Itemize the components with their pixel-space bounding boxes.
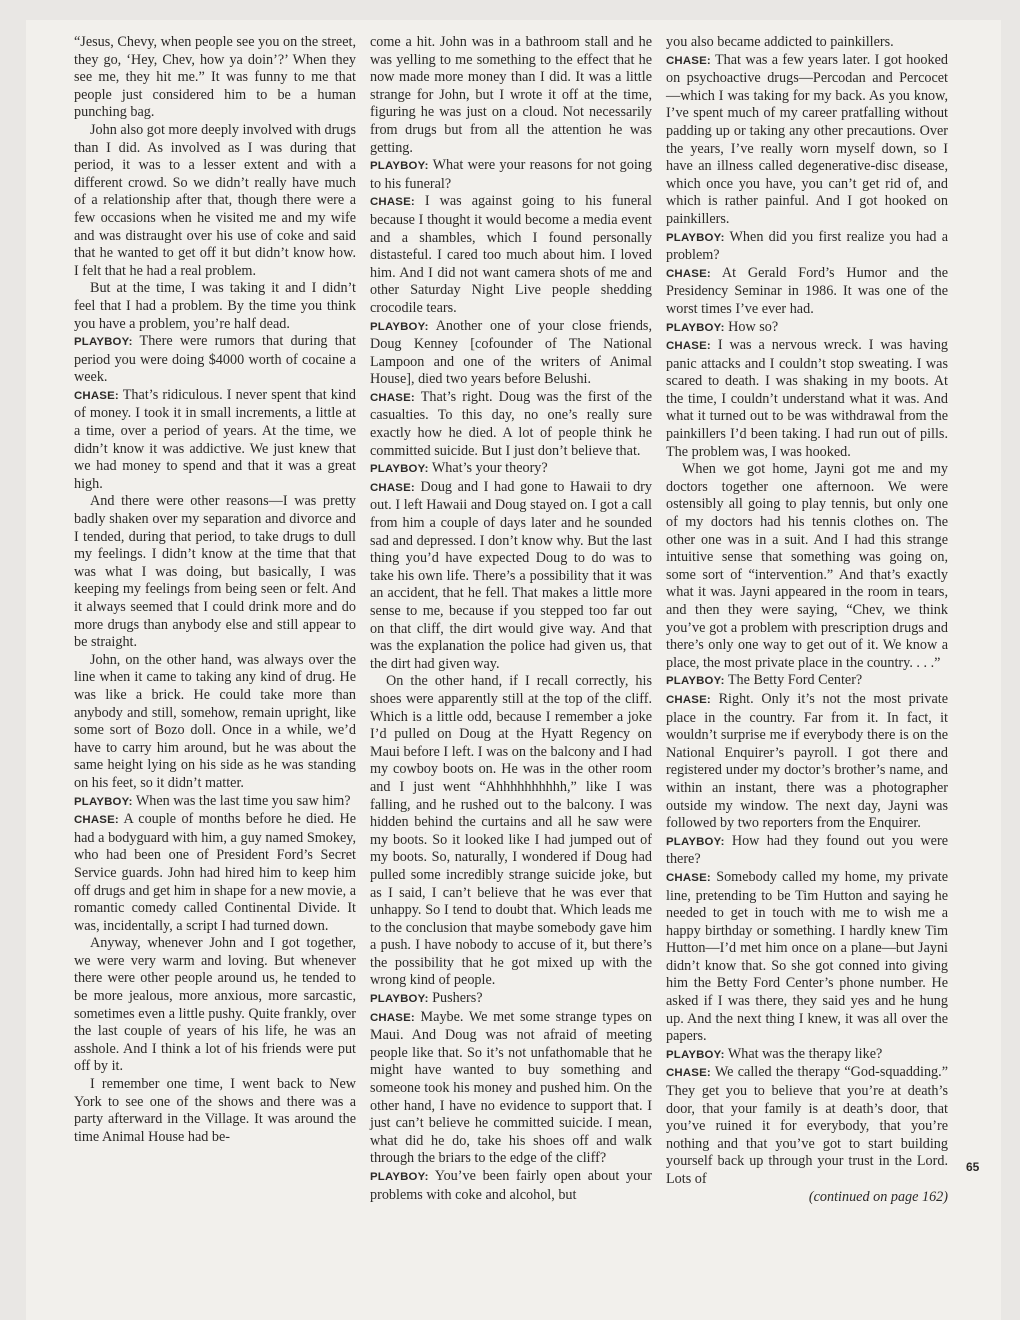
speaker-label: CHASE: — [666, 340, 711, 353]
dialogue-paragraph — [74, 387, 356, 494]
paragraph-text: A couple of months before he died. He had a bodyguard with him, a guy named Smokey, who had been one of President Ford’s Secret Service guards. John had hired him to keep him off drugs and get him in shape for a new movie, a romantic comedy called Continental Divide. It was, incidentally, a script I had turned down. — [74, 811, 356, 934]
speaker-label: CHASE: — [370, 391, 415, 404]
text-column-3 — [666, 34, 948, 1206]
paragraph-text: I was against going to his funeral because I thought it would become a media event and a shambles, which I found personally distasteful. I cared too much about him. I loved him. And I did not want camera shots of me and other Saturday Night Live people shedding crocodile tears. — [370, 193, 653, 316]
magazine-page — [26, 20, 1001, 1320]
speaker-label: CHASE: — [370, 1011, 415, 1024]
paragraph-text: On the other hand, if I recall correctly, his shoes were apparently still at the top of the cliff. Which is a little odd, because I remember a joke I’d pulled on Doug at the Hyatt Regency on Maui before I left. I was on the balcony and I had my cowboy boots on. He was in the other room and I just went “Ahhhhhhhhhh,” like I was falling, and he rushed out to the balcony. I was hidden behind the curtains and all he saw were my boots. So it looked like I had jumped out of my boots. So, naturally, I wondered if Doug had pulled some incredibly strange suicide joke, but as I said, I can’t believe that he was ever that unhappy. So I tend to doubt that. Which leads me to the conclusion that maybe somebody gave him a push. I have nobody to accuse of it, but there’s the possibility that he got mixed up with the wrong kind of people. — [370, 673, 652, 989]
speaker-label: CHASE: — [666, 1067, 711, 1080]
body-paragraph — [74, 935, 356, 1076]
dialogue-paragraph — [74, 811, 356, 935]
paragraph-text: When we got home, Jayni got me and my doctors together one afternoon. We were ostensibly all going to play tennis, but only one of my doctors had his tennis clothes on. The other one was in a suit. And I had this strange intuitive sense that something was going on, some sort of “intervention.” And that’s exactly what it was. Jayni appeared in the room in tears, and then they were saying, “Chev, we think you’ve got a problem with prescription drugs and there’s only one way to get out of it. We know a place, the most private place in the country. . . .” — [666, 461, 948, 671]
paragraph-text: Anyway, whenever John and I got together, we were very warm and loving. But whenever there were other people around us, he tended to be more jealous, more anxious, more sarcastic, sometimes even a little pushy. Quite frankly, over the last couple of years of his life, he was an asshole. And I think a lot of his friends were put off by it. — [74, 935, 356, 1075]
paragraph-text: John also got more deeply involved with drugs than I did. As involved as I was during that period, it was to a lesser extent and with a different crowd. So we didn’t really have much of a relationship after that, though there were a few occasions when he visited me and my wife and was distraught over his use of coke and said that he wanted to get off it but didn’t know how. I felt that he had a real problem. — [74, 121, 356, 279]
dialogue-paragraph — [370, 157, 652, 193]
dialogue-paragraph — [74, 333, 356, 387]
paragraph-text: We called the therapy “God-squadding.” They get you to believe that you’re at death’s door, that your family is at death’s door, that you’ve ruined it for everybody, that you’re nothing and that you’ve got to start building yourself back up through your trust in the Lord. Lots of — [666, 1064, 948, 1187]
dialogue-paragraph — [666, 337, 948, 461]
speaker-label: CHASE: — [666, 871, 711, 884]
speaker-label: CHASE: — [666, 54, 711, 67]
dialogue-paragraph — [666, 833, 948, 869]
paragraph-text: There were rumors that during that period you were doing $4000 worth of cocaine a week. — [74, 333, 356, 386]
speaker-label: PLAYBOY: — [74, 795, 133, 808]
paragraph-text: At Gerald Ford’s Humor and the Presidency Seminar in 1986. It was one of the worst times I’ve ever had. — [666, 264, 948, 317]
speaker-label: CHASE: — [370, 481, 415, 494]
dialogue-paragraph — [370, 460, 652, 479]
dialogue-paragraph — [370, 389, 652, 460]
speaker-label: PLAYBOY: — [666, 231, 725, 244]
speaker-label: PLAYBOY: — [666, 1048, 725, 1061]
dialogue-paragraph — [370, 318, 652, 389]
body-paragraph — [666, 461, 948, 672]
dialogue-paragraph — [666, 52, 948, 229]
paragraph-text: I was a nervous wreck. I was having panic attacks and I couldn’t stop sweating. I was scared to death. I was shaking in my boots. At the time, I couldn’t understand what it was. And what it turned out to be was withdrawal from the painkillers I’d been taking. I had run out of pills. The problem was, I was hooked. — [666, 337, 948, 460]
paragraph-text: Right. Only it’s not the most private place in the country. Far from it. In fact, it wouldn’t surprise me if everybody there is on the National Enquirer’s payroll. I got there and registered under my doctor’s brother’s name, and within an instant, there was a photographer outside my window. The next day, Jayni was followed by two reporters from the Enquirer. — [666, 690, 949, 832]
paragraph-text: And there were other reasons—I was pretty badly shaken over my separation and divorce and I tended, during that period, to take drugs to dull my feelings. I didn’t know at the time that that was what I was doing, but basically, I was keeping my feelings from being seen or felt. And it always seemed that I could drink more and do more drugs than anybody else and still appear to be straight. — [74, 493, 356, 651]
dialogue-paragraph — [370, 193, 652, 317]
paragraph-text: What was the therapy like? — [727, 1045, 883, 1062]
paragraph-text: Somebody called my home, my private line, pretending to be Tim Hutton and saying he needed to get in touch with me to wish me a happy birthday or something. I hardly knew Tim Hutton—I’d met him once on a plane—but Jayni didn’t know that. So she got conned into giving him the Betty Ford Center’s phone number. He asked if I was there, they said yes and he hung up. And the next thing I knew, it was all over the papers. — [666, 868, 948, 1045]
dialogue-paragraph — [370, 1009, 652, 1168]
paragraph-text: Pushers? — [432, 990, 483, 1007]
text-column-1 — [74, 34, 356, 1146]
dialogue-paragraph — [666, 1046, 948, 1065]
paragraph-text: come a hit. John was in a bathroom stall and he was yelling to me something to the effect that he now made more money than I did. It was a little strange for John, but I wrote it off at the time, figuring he was just on a cloud. Not necessarily from drugs but from all the attention he was getting. — [370, 34, 652, 156]
paragraph-text: “Jesus, Chevy, when people see you on the street, they go, ‘Hey, Chev, how ya doin’?’ When they see me, they hit me.” It was funny to me that people just considered him to be a human punching bag. — [74, 34, 356, 121]
speaker-label: PLAYBOY: — [666, 321, 725, 334]
body-paragraph — [74, 280, 356, 333]
dialogue-paragraph — [666, 319, 948, 338]
speaker-label: PLAYBOY: — [666, 675, 725, 688]
paragraph-text: you also became addicted to painkillers. — [666, 34, 894, 50]
speaker-label: CHASE: — [666, 693, 711, 706]
paragraph-text: I remember one time, I went back to New York to see one of the shows and there was a party afterward in the Village. It was around the time Animal House had be- — [74, 1076, 356, 1145]
speaker-label: PLAYBOY: — [370, 463, 429, 476]
speaker-label: CHASE: — [74, 814, 119, 827]
dialogue-paragraph — [666, 265, 948, 319]
paragraph-text: When was the last time you saw him? — [135, 792, 351, 809]
dialogue-paragraph — [370, 1168, 652, 1204]
dialogue-paragraph — [666, 1064, 948, 1188]
speaker-label: PLAYBOY: — [666, 835, 725, 848]
speaker-label: PLAYBOY: — [74, 336, 133, 349]
dialogue-paragraph — [666, 869, 948, 1046]
dialogue-paragraph — [370, 990, 652, 1009]
continuation-note: (continued on page 162) — [808, 1188, 948, 1205]
speaker-label: PLAYBOY: — [370, 320, 429, 333]
paragraph-text: How so? — [728, 318, 779, 335]
body-paragraph — [74, 122, 356, 280]
paragraph-text: Doug and I had gone to Hawaii to dry out. I left Hawaii and Doug stayed on. I got a call from him a couple of days later and he sounded sad and depressed. I don’t know why. But the last thing you’d have expected Doug to do was to take his own life. There’s a possibility that it was an accident, that he fell. That makes a little more sense to me, because if you stepped too far out on that cliff, the dirt would give way. And that was the explanation the police had given us, that the dirt had given way. — [370, 478, 652, 672]
dialogue-paragraph — [666, 672, 948, 691]
speaker-label: CHASE: — [74, 389, 119, 402]
paragraph-text: The Betty Ford Center? — [727, 672, 863, 689]
paragraph-text: That’s ridiculous. I never spent that kind of money. I took it in small increments, a little at a time, over a period of years. At the time, we didn’t know it was addictive. We just knew that we had money to spend and that it was a great high. — [74, 386, 356, 492]
page-number: 65 — [966, 1160, 980, 1174]
speaker-label: PLAYBOY: — [370, 993, 429, 1006]
dialogue-paragraph — [666, 229, 948, 265]
speaker-label: CHASE: — [370, 196, 415, 209]
paragraph-text: But at the time, I was taking it and I didn’t feel that I had a problem. By the time you think you have a problem, you’re half dead. — [74, 280, 356, 332]
paragraph-text: You’ve been fairly open about your problems with coke and alcohol, but — [370, 1168, 652, 1203]
body-paragraph — [74, 1076, 356, 1146]
paragraph-text: That was a few years later. I got hooked on psychoactive drugs—Percodan and Percocet—which I was taking for my back. As you know, I’ve spent much of my career pratfalling without padding up or taking any other precautions. Over the years, I’ve really worn myself down, so I have an illness called degenerative-disc disease, which once you have, you can’t get rid of, and which is rather painful. And I got hooked on painkillers. — [666, 51, 948, 227]
dialogue-paragraph — [666, 691, 948, 833]
paragraph-text: Another one of your close friends, Doug Kenney [cofounder of The National Lampoon and one of the writers of Animal House], died two years before Belushi. — [370, 317, 652, 388]
body-paragraph — [74, 652, 356, 793]
column-3-body — [666, 34, 948, 1189]
speaker-label: PLAYBOY: — [370, 1171, 429, 1183]
text-column-2 — [370, 34, 652, 1204]
dialogue-paragraph — [370, 479, 652, 674]
body-paragraph — [74, 34, 356, 122]
body-paragraph — [74, 493, 356, 651]
speaker-label: PLAYBOY: — [370, 160, 429, 173]
body-paragraph — [370, 34, 652, 157]
paragraph-text: When did you first realize you had a problem? — [666, 228, 948, 264]
paragraph-text: John, on the other hand, was always over the line when it came to taking any kind of drug. He was like a brick. He could take more than anybody and still, somehow, remain upright, like some sort of Bozo doll. Once in a while, we’d have to carry him around, but he was about the same height lying on his side as he was standing on his feet, so it didn’t matter. — [74, 651, 356, 791]
paragraph-text: What were your reasons for not going to his funeral? — [370, 157, 652, 192]
body-paragraph — [370, 673, 652, 990]
dialogue-paragraph — [74, 793, 356, 812]
body-paragraph — [666, 34, 948, 52]
paragraph-text: Maybe. We met some strange types on Maui. And Doug was not afraid of meeting people like that. So it’s not unfathomable that he might have wanted to buy something and someone took his money and pushed him. On the other hand, I have no evidence to support that. I just can’t believe he committed suicide. I mean, what did he do, take his shoes off and walk through the briars to the edge of the cliff? — [370, 1008, 652, 1167]
paragraph-text: How had they found out you were there? — [666, 832, 948, 868]
paragraph-text: What’s your theory? — [431, 460, 548, 477]
paragraph-text: That’s right. Doug was the first of the casualties. To this day, no one’s really sure exactly how he died. A lot of people think he committed suicide. But I just don’t believe that. — [370, 388, 652, 459]
speaker-label: CHASE: — [666, 267, 711, 280]
